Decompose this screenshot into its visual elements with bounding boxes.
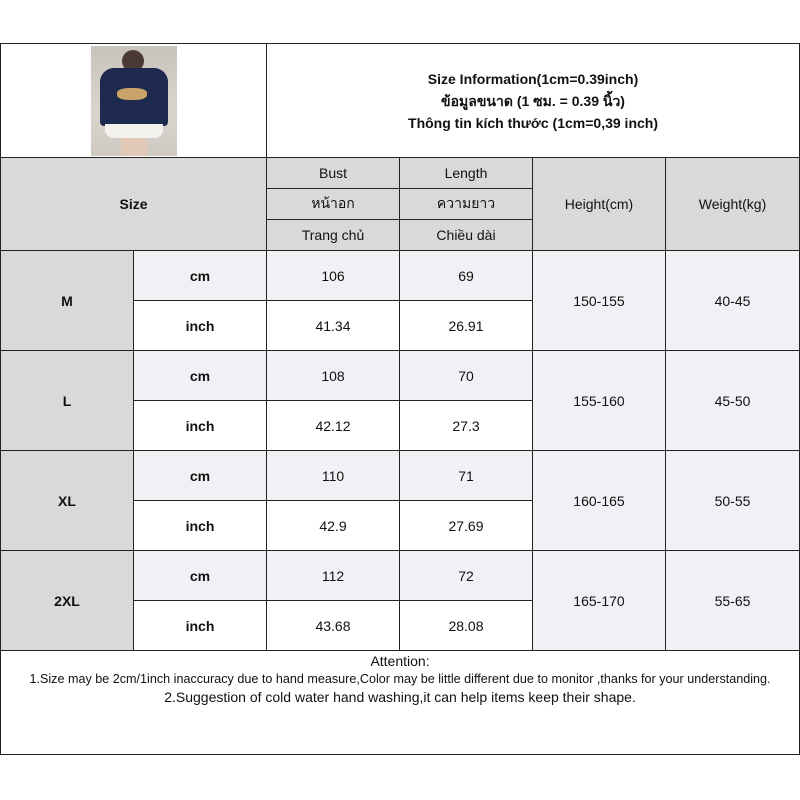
bust-cm-value: 112 bbox=[267, 551, 400, 601]
attention-notes bbox=[1, 651, 800, 755]
bust-header-en: Bust bbox=[267, 158, 400, 189]
bust-header-vi: Trang chủ bbox=[267, 220, 400, 251]
unit-cm-label: cm bbox=[134, 451, 267, 501]
length-inch-value: 27.69 bbox=[400, 501, 533, 551]
height-value: 165-170 bbox=[533, 551, 666, 651]
bust-inch-value: 41.34 bbox=[267, 301, 400, 351]
weight-value: 55-65 bbox=[666, 551, 800, 651]
size-chart-sheet bbox=[0, 43, 800, 758]
product-photo-cell bbox=[1, 44, 267, 158]
title-line-english: Size Information(1cm=0.39inch) bbox=[427, 70, 639, 87]
size-chart-table bbox=[0, 43, 800, 755]
unit-inch-label: inch bbox=[134, 601, 267, 651]
size-label: XL bbox=[1, 451, 134, 551]
product-photo bbox=[91, 46, 177, 156]
size-label: L bbox=[1, 351, 134, 451]
weight-value: 45-50 bbox=[666, 351, 800, 451]
bust-inch-value: 42.12 bbox=[267, 401, 400, 451]
attention-line-2: 2.Suggestion of cold water hand washing,it can help items keep their shape. bbox=[164, 689, 636, 705]
length-cm-value: 72 bbox=[400, 551, 533, 601]
attention-heading: Attention: bbox=[370, 653, 430, 669]
title-line-vietnamese: Thông tin kích thước (1cm=0,39 inch) bbox=[408, 114, 658, 131]
unit-inch-label: inch bbox=[134, 301, 267, 351]
weight-value: 40-45 bbox=[666, 251, 800, 351]
unit-cm-label: cm bbox=[134, 251, 267, 301]
bust-inch-value: 43.68 bbox=[267, 601, 400, 651]
length-inch-value: 27.3 bbox=[400, 401, 533, 451]
height-value: 150-155 bbox=[533, 251, 666, 351]
height-value: 160-165 bbox=[533, 451, 666, 551]
title-line-thai: ข้อมูลขนาด (1 ซม. = 0.39 นิ้ว) bbox=[441, 92, 625, 109]
bust-inch-value: 42.9 bbox=[267, 501, 400, 551]
length-cm-value: 71 bbox=[400, 451, 533, 501]
bust-header-th: หน้าอก bbox=[267, 189, 400, 220]
length-header-vi: Chiều dài bbox=[400, 220, 533, 251]
bust-cm-value: 106 bbox=[267, 251, 400, 301]
unit-cm-label: cm bbox=[134, 351, 267, 401]
length-cm-value: 69 bbox=[400, 251, 533, 301]
size-label: 2XL bbox=[1, 551, 134, 651]
attention-line-1: 1.Size may be 2cm/1inch inaccuracy due to hand measure,Color may be little different due to monitor ,thanks for your understanding. bbox=[29, 672, 771, 686]
size-info-title bbox=[267, 44, 800, 158]
height-value: 155-160 bbox=[533, 351, 666, 451]
length-header-en: Length bbox=[400, 158, 533, 189]
unit-inch-label: inch bbox=[134, 401, 267, 451]
size-label: M bbox=[1, 251, 134, 351]
length-cm-value: 70 bbox=[400, 351, 533, 401]
unit-inch-label: inch bbox=[134, 501, 267, 551]
length-header-th: ความยาว bbox=[400, 189, 533, 220]
bust-cm-value: 108 bbox=[267, 351, 400, 401]
size-column-header: Size bbox=[1, 158, 267, 251]
weight-value: 50-55 bbox=[666, 451, 800, 551]
height-header: Height(cm) bbox=[533, 158, 666, 251]
length-inch-value: 28.08 bbox=[400, 601, 533, 651]
weight-header: Weight(kg) bbox=[666, 158, 800, 251]
unit-cm-label: cm bbox=[134, 551, 267, 601]
length-inch-value: 26.91 bbox=[400, 301, 533, 351]
bust-cm-value: 110 bbox=[267, 451, 400, 501]
